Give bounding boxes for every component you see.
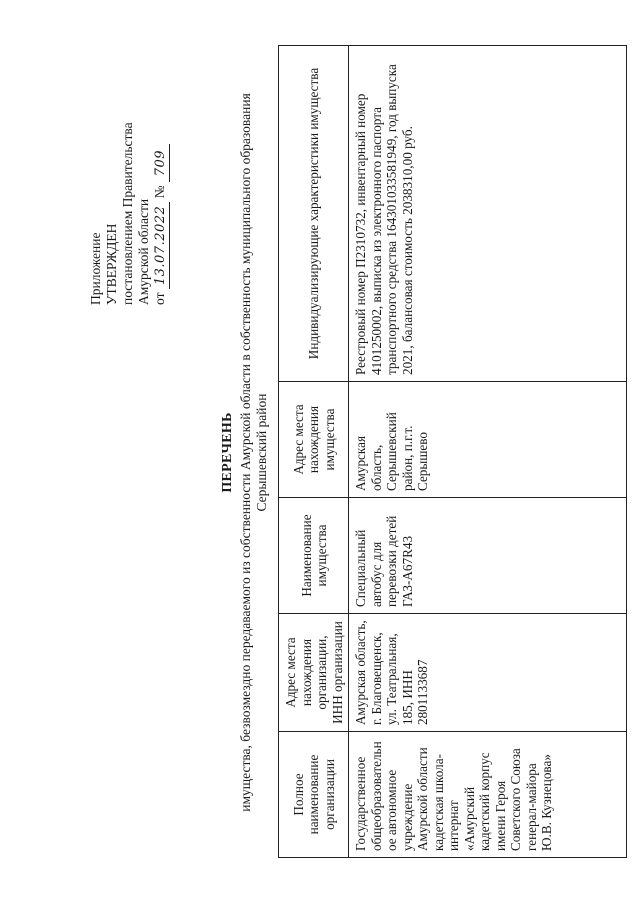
date-number-line xyxy=(152,45,170,305)
col-header-organization-address: Адрес места нахождения организации, ИНН организации xyxy=(279,614,349,732)
region-label: Амурской области xyxy=(136,198,151,305)
property-table xyxy=(278,45,627,858)
date-prefix: от xyxy=(152,292,167,305)
table-row xyxy=(349,46,627,858)
cell-property-address: Амурская область, Серышевский район, п.г.т. Серышево xyxy=(349,382,627,498)
col-header-property-address: Адрес места нахождения имущества xyxy=(279,382,349,498)
subtitle-line-2: Серышевский район xyxy=(254,393,269,512)
col-header-property-characteristics: Индивидуализирующие характеристики имущества xyxy=(279,46,349,382)
col-header-property-name: Наименование имущества xyxy=(279,498,349,614)
date-value: 13.07.2022 xyxy=(153,202,170,289)
number-value: 709 xyxy=(153,144,170,182)
resolution-label: постановлением Правительства xyxy=(120,122,135,305)
document-title: ПЕРЕЧЕНЬ xyxy=(220,412,235,493)
approved-label: УТВЕРЖДЕН xyxy=(104,223,119,305)
subtitle-line-1: имущества, безвозмездно передаваемого из собственности Амурской области в собственность муниципального образования xyxy=(238,93,253,812)
col-header-organization-name: Полное наименование организации xyxy=(279,732,349,858)
cell-organization-address: Амурская область, г. Благовещенск, ул. Театральная, 185, ИНН 2801133687 xyxy=(349,614,627,732)
cell-organization-name: Государственное общеобразовательное автономное учреждение Амурской области кадетская школа-интернат «Амурский кадетский корпус имени Героя Советского Союза генерал-майора Ю.В. Кузнецова» xyxy=(349,732,627,858)
document-subtitle xyxy=(238,0,270,905)
number-prefix: № xyxy=(152,185,167,199)
appendix-label: Приложение xyxy=(88,232,103,305)
approval-block xyxy=(88,45,170,305)
cell-property-name: Специальный автобус для перевозки детей ГАЗ-А67R43 xyxy=(349,498,627,614)
table-header-row xyxy=(279,46,349,858)
cell-property-characteristics: Реестровый номер П2310732, инвентарный номер 4101250002, выписка из электронного паспорта транспортного средства 164301033581949, год выпуска 2021, балансовая стоимость 2038310,00 руб. xyxy=(349,46,627,382)
